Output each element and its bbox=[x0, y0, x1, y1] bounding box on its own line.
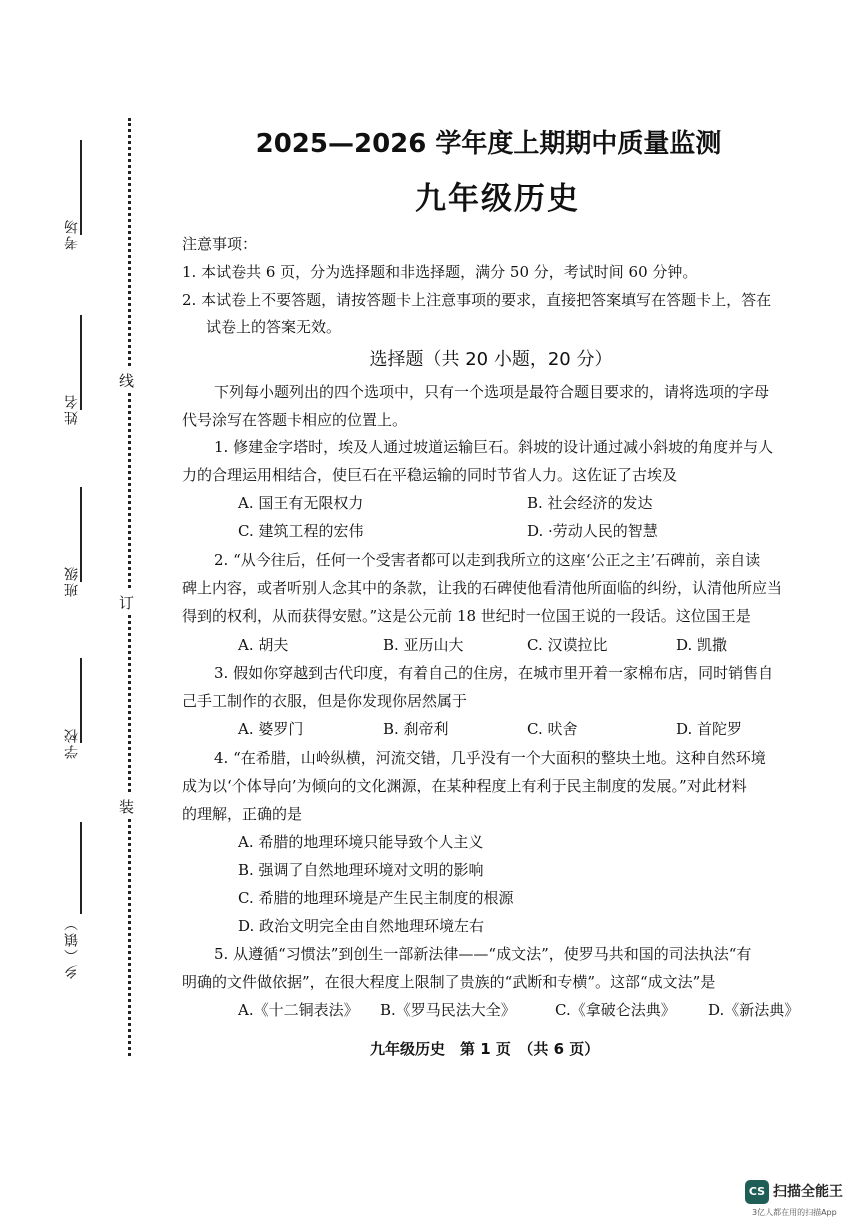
option-d: D. 首陀罗 bbox=[676, 720, 743, 738]
question-text: 碑上内容，或者听别人念其中的条款，让我的石碑使他看清他所面临的纠纷，认清他所应当 bbox=[182, 579, 783, 597]
option-c: C. 建筑工程的宏伟 bbox=[238, 522, 364, 540]
field-label-name: 姓名 bbox=[64, 393, 80, 425]
section-intro-line-1: 下列每小题列出的四个选项中，只有一个选项是最符合题目要求的，请将选项的字母 bbox=[214, 383, 770, 401]
option-d: D. ·劳动人民的智慧 bbox=[527, 522, 658, 540]
question-text: 明确的文件做依据”，在很大程度上限制了贵族的“武断和专横”。这部“成文法”是 bbox=[182, 973, 716, 991]
notes-item-2-line-1: 2. 本试卷上不要答题，请按答题卡上注意事项的要求，直接把答案填写在答题卡上，答在 bbox=[182, 291, 772, 309]
option-d: D.《新法典》 bbox=[708, 1001, 800, 1019]
option-a: A. 婆罗门 bbox=[238, 720, 304, 738]
watermark-subtitle: 3亿人都在用的扫描App bbox=[752, 1208, 837, 1217]
notes-heading: 注意事项： bbox=[182, 235, 258, 253]
section-intro-line-2: 代号涂写在答题卡相应的位置上。 bbox=[182, 411, 408, 429]
option-b: B. 刹帝利 bbox=[383, 720, 449, 738]
question-text: 1. 修建金字塔时，埃及人通过坡道运输巨石。斜坡的设计通过减小斜坡的角度并与人 bbox=[214, 438, 774, 456]
option-b: B. 亚历山大 bbox=[383, 636, 464, 654]
field-label-class: 班级 bbox=[64, 565, 80, 597]
option-a: A. 胡夫 bbox=[238, 636, 289, 654]
option-a: A.《十二铜表法》 bbox=[238, 1001, 359, 1019]
option-d: D. 凯撒 bbox=[676, 636, 728, 654]
binding-char-line: 线 bbox=[119, 368, 134, 393]
question-text: 成为以‘个体导向’为倾向的文化渊源，在某种程度上有利于民主制度的发展。”对此材料 bbox=[182, 777, 747, 795]
option-c: C. 吠舍 bbox=[527, 720, 578, 738]
option-b: B. 强调了自然地理环境对文明的影响 bbox=[238, 861, 484, 879]
option-d: D. 政治文明完全由自然地理环境左右 bbox=[238, 917, 485, 935]
section-title: 选择题（共 20 小题，20 分） bbox=[369, 349, 613, 370]
exam-title: 2025—2026 学年度上期期中质量监测 bbox=[255, 129, 722, 159]
option-b: B.《罗马民法大全》 bbox=[380, 1001, 516, 1019]
field-line bbox=[80, 822, 82, 914]
question-text: 的理解，正确的是 bbox=[182, 805, 303, 823]
question-text: 得到的权利，从而获得安慰。”这是公元前 18 世纪时一位国王说的一段话。这位国王是 bbox=[182, 607, 751, 625]
question-text: 己手工制作的衣服，但是你发现你居然属于 bbox=[182, 692, 468, 710]
binding-char-bind: 装 bbox=[119, 794, 134, 819]
field-label-exam-room: 考场 bbox=[64, 218, 80, 250]
page-footer: 九年级历史 第 1 页 （共 6 页） bbox=[370, 1040, 600, 1058]
watermark-name: 扫描全能王 bbox=[773, 1184, 843, 1200]
field-label-town: 乡（镇） bbox=[64, 915, 80, 979]
question-text: 3. 假如你穿越到古代印度，有着自己的住房，在城市里开着一家棉布店，同时销售自 bbox=[214, 664, 774, 682]
question-text: 2. “从今往后，任何一个受害者都可以走到我所立的这座‘公正之主’石碑前，亲自读 bbox=[214, 551, 761, 569]
cs-logo-icon: CS bbox=[745, 1180, 769, 1204]
dotted-binding-line bbox=[128, 118, 131, 1056]
binding-char-staple: 订 bbox=[119, 590, 134, 615]
notes-item-2-line-2: 试卷上的答案无效。 bbox=[206, 318, 342, 336]
question-text: 4. “在希腊，山岭纵横，河流交错，几乎没有一个大面积的整块土地。这种自然环境 bbox=[214, 749, 766, 767]
question-text: 力的合理运用相结合，使巨石在平稳运输的同时节省人力。这佐证了古埃及 bbox=[182, 466, 678, 484]
option-c: C. 汉谟拉比 bbox=[527, 636, 608, 654]
option-c: C. 希腊的地理环境是产生民主制度的根源 bbox=[238, 889, 514, 907]
option-b: B. 社会经济的发达 bbox=[527, 494, 653, 512]
field-label-school: 学校 bbox=[64, 727, 80, 759]
option-a: A. 国王有无限权力 bbox=[238, 494, 364, 512]
option-c: C.《拿破仑法典》 bbox=[555, 1001, 676, 1019]
option-a: A. 希腊的地理环境只能导致个人主义 bbox=[238, 833, 484, 851]
subject-title: 九年级历史 bbox=[415, 181, 580, 217]
question-text: 5. 从遵循“习惯法”到创生一部新法律——“成文法”，使罗马共和国的司法执法“有 bbox=[214, 945, 752, 963]
notes-item-1: 1. 本试卷共 6 页，分为选择题和非选择题，满分 50 分，考试时间 60 分钟。 bbox=[182, 263, 698, 281]
